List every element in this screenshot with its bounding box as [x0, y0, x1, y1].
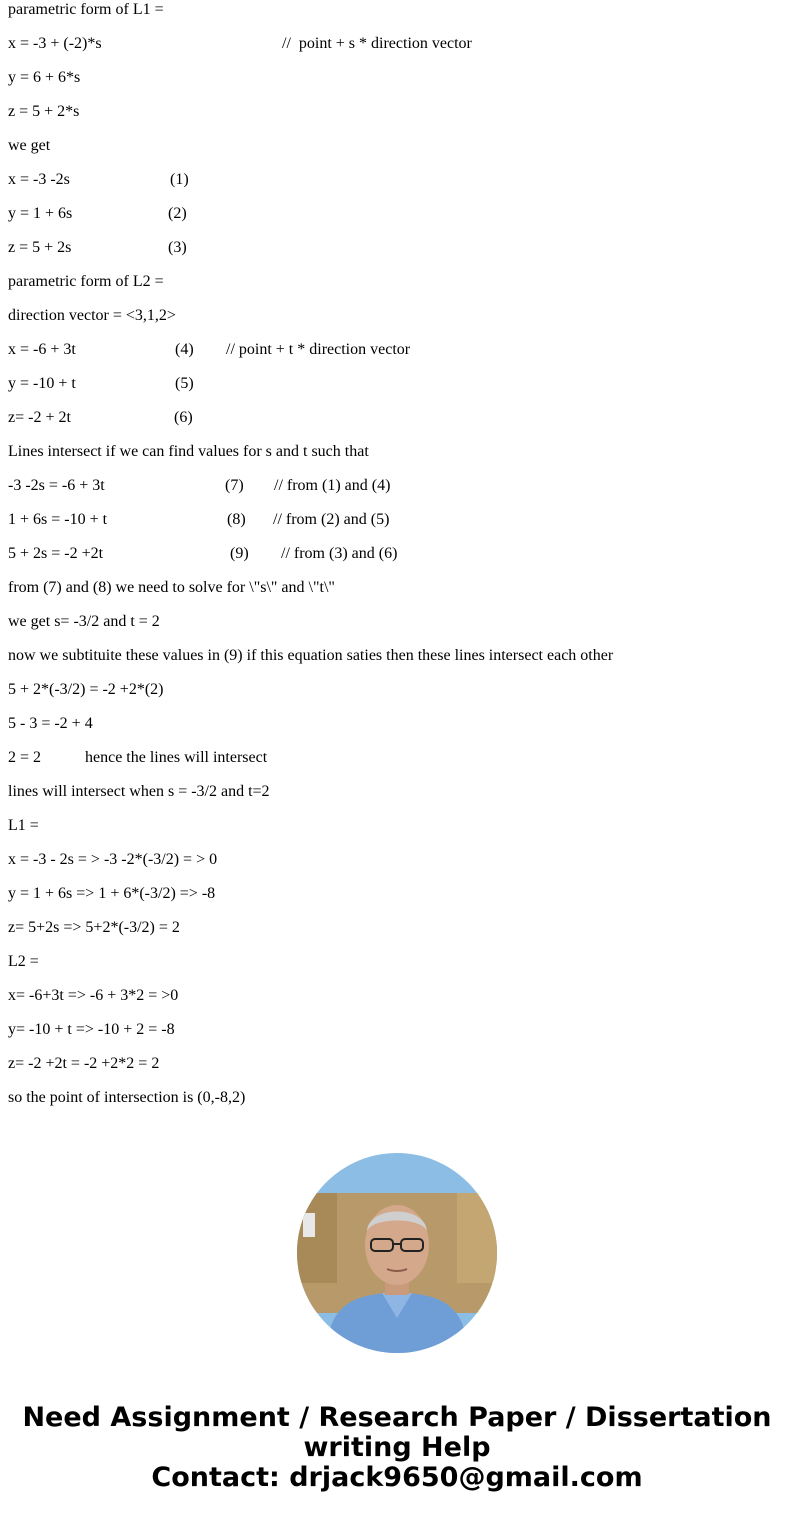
line-text: 5 + 2*(-3/2) = -2 +2*(2)	[8, 681, 164, 698]
line-text: we get s= -3/2 and t = 2	[8, 613, 160, 630]
solution-line	[8, 68, 788, 102]
line-comment: hence the lines will intersect	[85, 749, 268, 766]
line-text: 2 = 2	[8, 749, 42, 766]
line-text: z= -2 +2t = -2 +2*2 = 2	[8, 1055, 160, 1072]
solution-line	[8, 986, 788, 1020]
line-text: Lines intersect if we can find values for s and t such that	[8, 443, 369, 460]
line-text: y = 6 + 6*s	[8, 69, 81, 86]
line-comment: // from (2) and (5)	[273, 511, 390, 528]
equation-number: (6)	[174, 409, 193, 426]
line-text: y = 1 + 6s => 1 + 6*(-3/2) => -8	[8, 885, 216, 902]
line-text: direction vector = <3,1,2>	[8, 307, 176, 324]
solution-line	[8, 476, 788, 510]
line-text: z = 5 + 2*s	[8, 103, 80, 120]
solution-line	[8, 102, 788, 136]
solution-line	[8, 714, 788, 748]
line-text: 5 + 2s = -2 +2t	[8, 545, 104, 562]
solution-line	[8, 952, 788, 986]
solution-line	[8, 1020, 788, 1054]
line-text: x = -3 + (-2)*s	[8, 35, 102, 52]
line-text: L1 =	[8, 817, 39, 834]
solution-line	[8, 1054, 788, 1088]
solution-line	[8, 646, 788, 680]
solution-line	[8, 748, 788, 782]
line-text: y = -10 + t	[8, 375, 76, 392]
equation-number: (1)	[170, 171, 189, 188]
solution-text	[8, 0, 788, 1122]
line-text: now we subtituite these values in (9) if this equation saties then these lines intersect each other	[8, 647, 614, 664]
line-text: we get	[8, 137, 51, 154]
solution-line	[8, 408, 788, 442]
line-text: x = -3 -2s	[8, 171, 70, 188]
solution-line	[8, 1088, 788, 1122]
solution-line	[8, 170, 788, 204]
solution-line	[8, 544, 788, 578]
promo-headline: Need Assignment / Research Paper / Dissertation	[22, 1402, 772, 1433]
solution-line	[8, 850, 788, 884]
equation-number: (9)	[230, 545, 249, 562]
line-text: x = -3 - 2s = > -3 -2*(-3/2) = > 0	[8, 851, 218, 868]
line-text: y= -10 + t => -10 + 2 = -8	[8, 1021, 175, 1038]
line-text: 5 - 3 = -2 + 4	[8, 715, 93, 732]
line-text: x= -6+3t => -6 + 3*2 = >0	[8, 987, 179, 1004]
promo-contact: Contact: drjack9650@gmail.com	[151, 1462, 643, 1493]
line-text: lines will intersect when s = -3/2 and t=2	[8, 783, 270, 800]
line-text: z= 5+2s => 5+2*(-3/2) = 2	[8, 919, 180, 936]
line-text: parametric form of L1 =	[8, 1, 164, 18]
solution-line	[8, 238, 788, 272]
line-text: parametric form of L2 =	[8, 273, 164, 290]
solution-line	[8, 816, 788, 850]
equation-number: (7)	[225, 477, 244, 494]
line-comment: // point + t * direction vector	[226, 341, 411, 358]
author-photo	[297, 1153, 497, 1353]
solution-line	[8, 578, 788, 612]
line-text: x = -6 + 3t	[8, 341, 76, 358]
solution-line	[8, 34, 788, 68]
line-text: from (7) and (8) we need to solve for \"s\" and \"t\"	[8, 579, 335, 596]
line-text: y = 1 + 6s	[8, 205, 73, 222]
promo-banner	[0, 1403, 794, 1493]
promo-subheadline: writing Help	[303, 1432, 491, 1463]
solution-line	[8, 782, 788, 816]
line-text: z = 5 + 2s	[8, 239, 72, 256]
line-text: z= -2 + 2t	[8, 409, 71, 426]
line-text: -3 -2s = -6 + 3t	[8, 477, 105, 494]
solution-line	[8, 204, 788, 238]
line-comment: // from (3) and (6)	[281, 545, 398, 562]
solution-line	[8, 884, 788, 918]
solution-line	[8, 612, 788, 646]
solution-line	[8, 374, 788, 408]
line-text: L2 =	[8, 953, 39, 970]
line-comment: // from (1) and (4)	[274, 477, 391, 494]
solution-line	[8, 442, 788, 476]
line-text: 1 + 6s = -10 + t	[8, 511, 108, 528]
equation-number: (4)	[175, 341, 194, 358]
solution-line	[8, 0, 788, 34]
solution-line	[8, 680, 788, 714]
solution-line	[8, 510, 788, 544]
line-comment: // point + s * direction vector	[282, 35, 472, 52]
line-text: so the point of intersection is (0,-8,2)	[8, 1089, 246, 1106]
equation-number: (2)	[168, 205, 187, 222]
solution-line	[8, 918, 788, 952]
solution-line	[8, 306, 788, 340]
equation-number: (8)	[227, 511, 246, 528]
solution-line	[8, 272, 788, 306]
solution-line	[8, 340, 788, 374]
solution-line	[8, 136, 788, 170]
equation-number: (3)	[168, 239, 187, 256]
author-photo-illustration	[297, 1153, 497, 1353]
equation-number: (5)	[175, 375, 194, 392]
